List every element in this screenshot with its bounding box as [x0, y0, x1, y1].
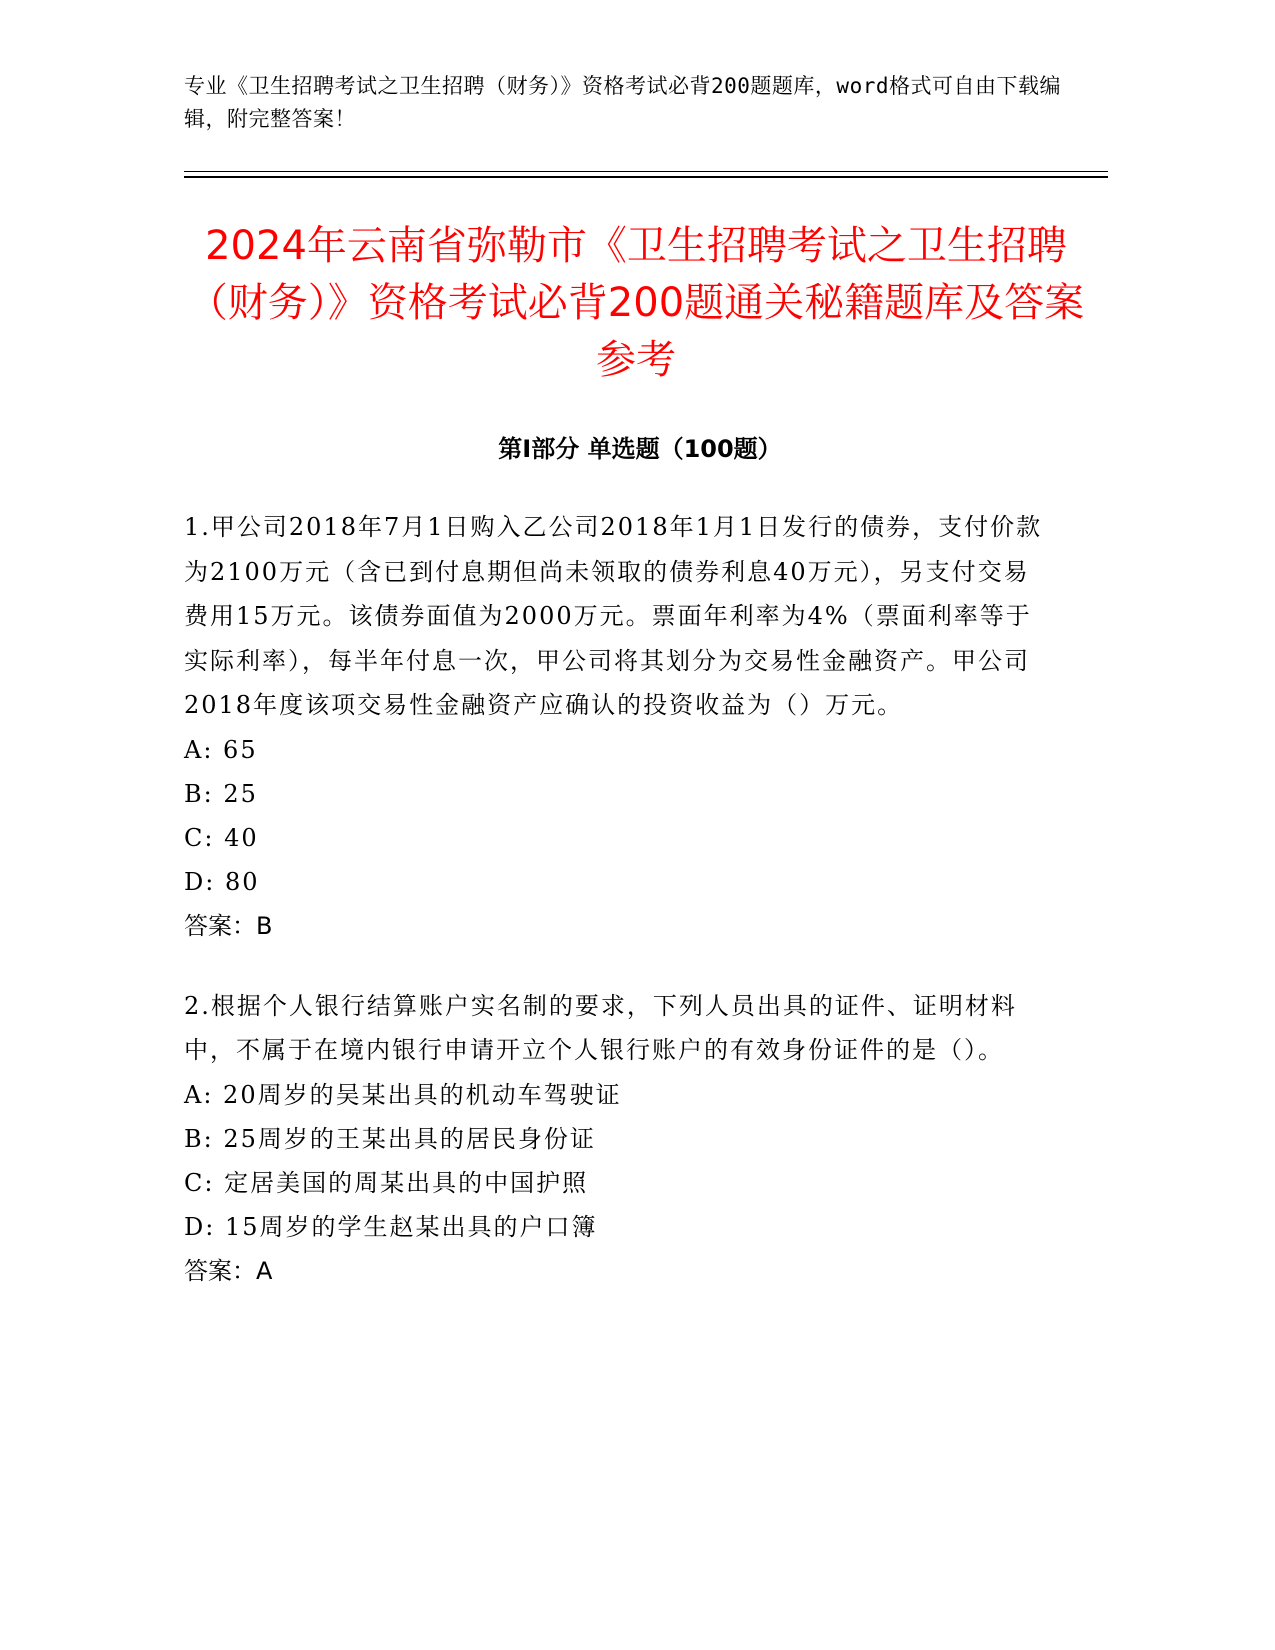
question-list — [184, 505, 1044, 1329]
option-c: C: 定居美国的周某出具的中国护照 — [184, 1168, 589, 1197]
header-note: 专业《卫生招聘考试之卫生招聘（财务）》资格考试必背200题题库，word格式可自由下载编辑，附完整答案！ — [184, 74, 1061, 131]
header-divider-bottom — [184, 176, 1108, 178]
option-c: C: 40 — [184, 823, 259, 852]
section-heading: 第Ⅰ部分 单选题（100题） — [498, 435, 782, 463]
option-a: A: 65 — [184, 735, 258, 764]
option-d: D: 80 — [184, 867, 260, 896]
option-b: B: 25 — [184, 779, 258, 808]
option-a: A: 20周岁的吴某出具的机动车驾驶证 — [184, 1080, 622, 1109]
question-item — [184, 984, 1044, 1293]
question-stem: 1.甲公司2018年7月1日购入乙公司2018年1月1日发行的债券，支付价款为2100万元（含已到付息期但尚未领取的债券利息40万元），另支付交易费用15万元。该债券面值为2000万元。票面年利率为4%（票面利率等于实际利率），每半年付息一次，甲公司将其划分为交易性金融资产。甲公司2018年度该项交易性金融资产应确认的投资收益为（）万元。 — [184, 513, 1043, 719]
question-item — [184, 505, 1044, 948]
option-d: D: 15周岁的学生赵某出具的户口簿 — [184, 1212, 598, 1241]
answer-line: 答案：B — [184, 911, 273, 940]
option-b: B: 25周岁的王某出具的居民身份证 — [184, 1124, 596, 1153]
document-title: 2024年云南省弥勒市《卫生招聘考试之卫生招聘（财务）》资格考试必背200题通关秘籍题库及答案参考 — [187, 223, 1085, 383]
answer-line: 答案：A — [184, 1256, 273, 1285]
header-divider-top — [184, 171, 1108, 172]
question-stem: 2.根据个人银行结算账户实名制的要求，下列人员出具的证件、证明材料中，不属于在境内银行申请开立个人银行账户的有效身份证件的是（）。 — [184, 991, 1017, 1064]
